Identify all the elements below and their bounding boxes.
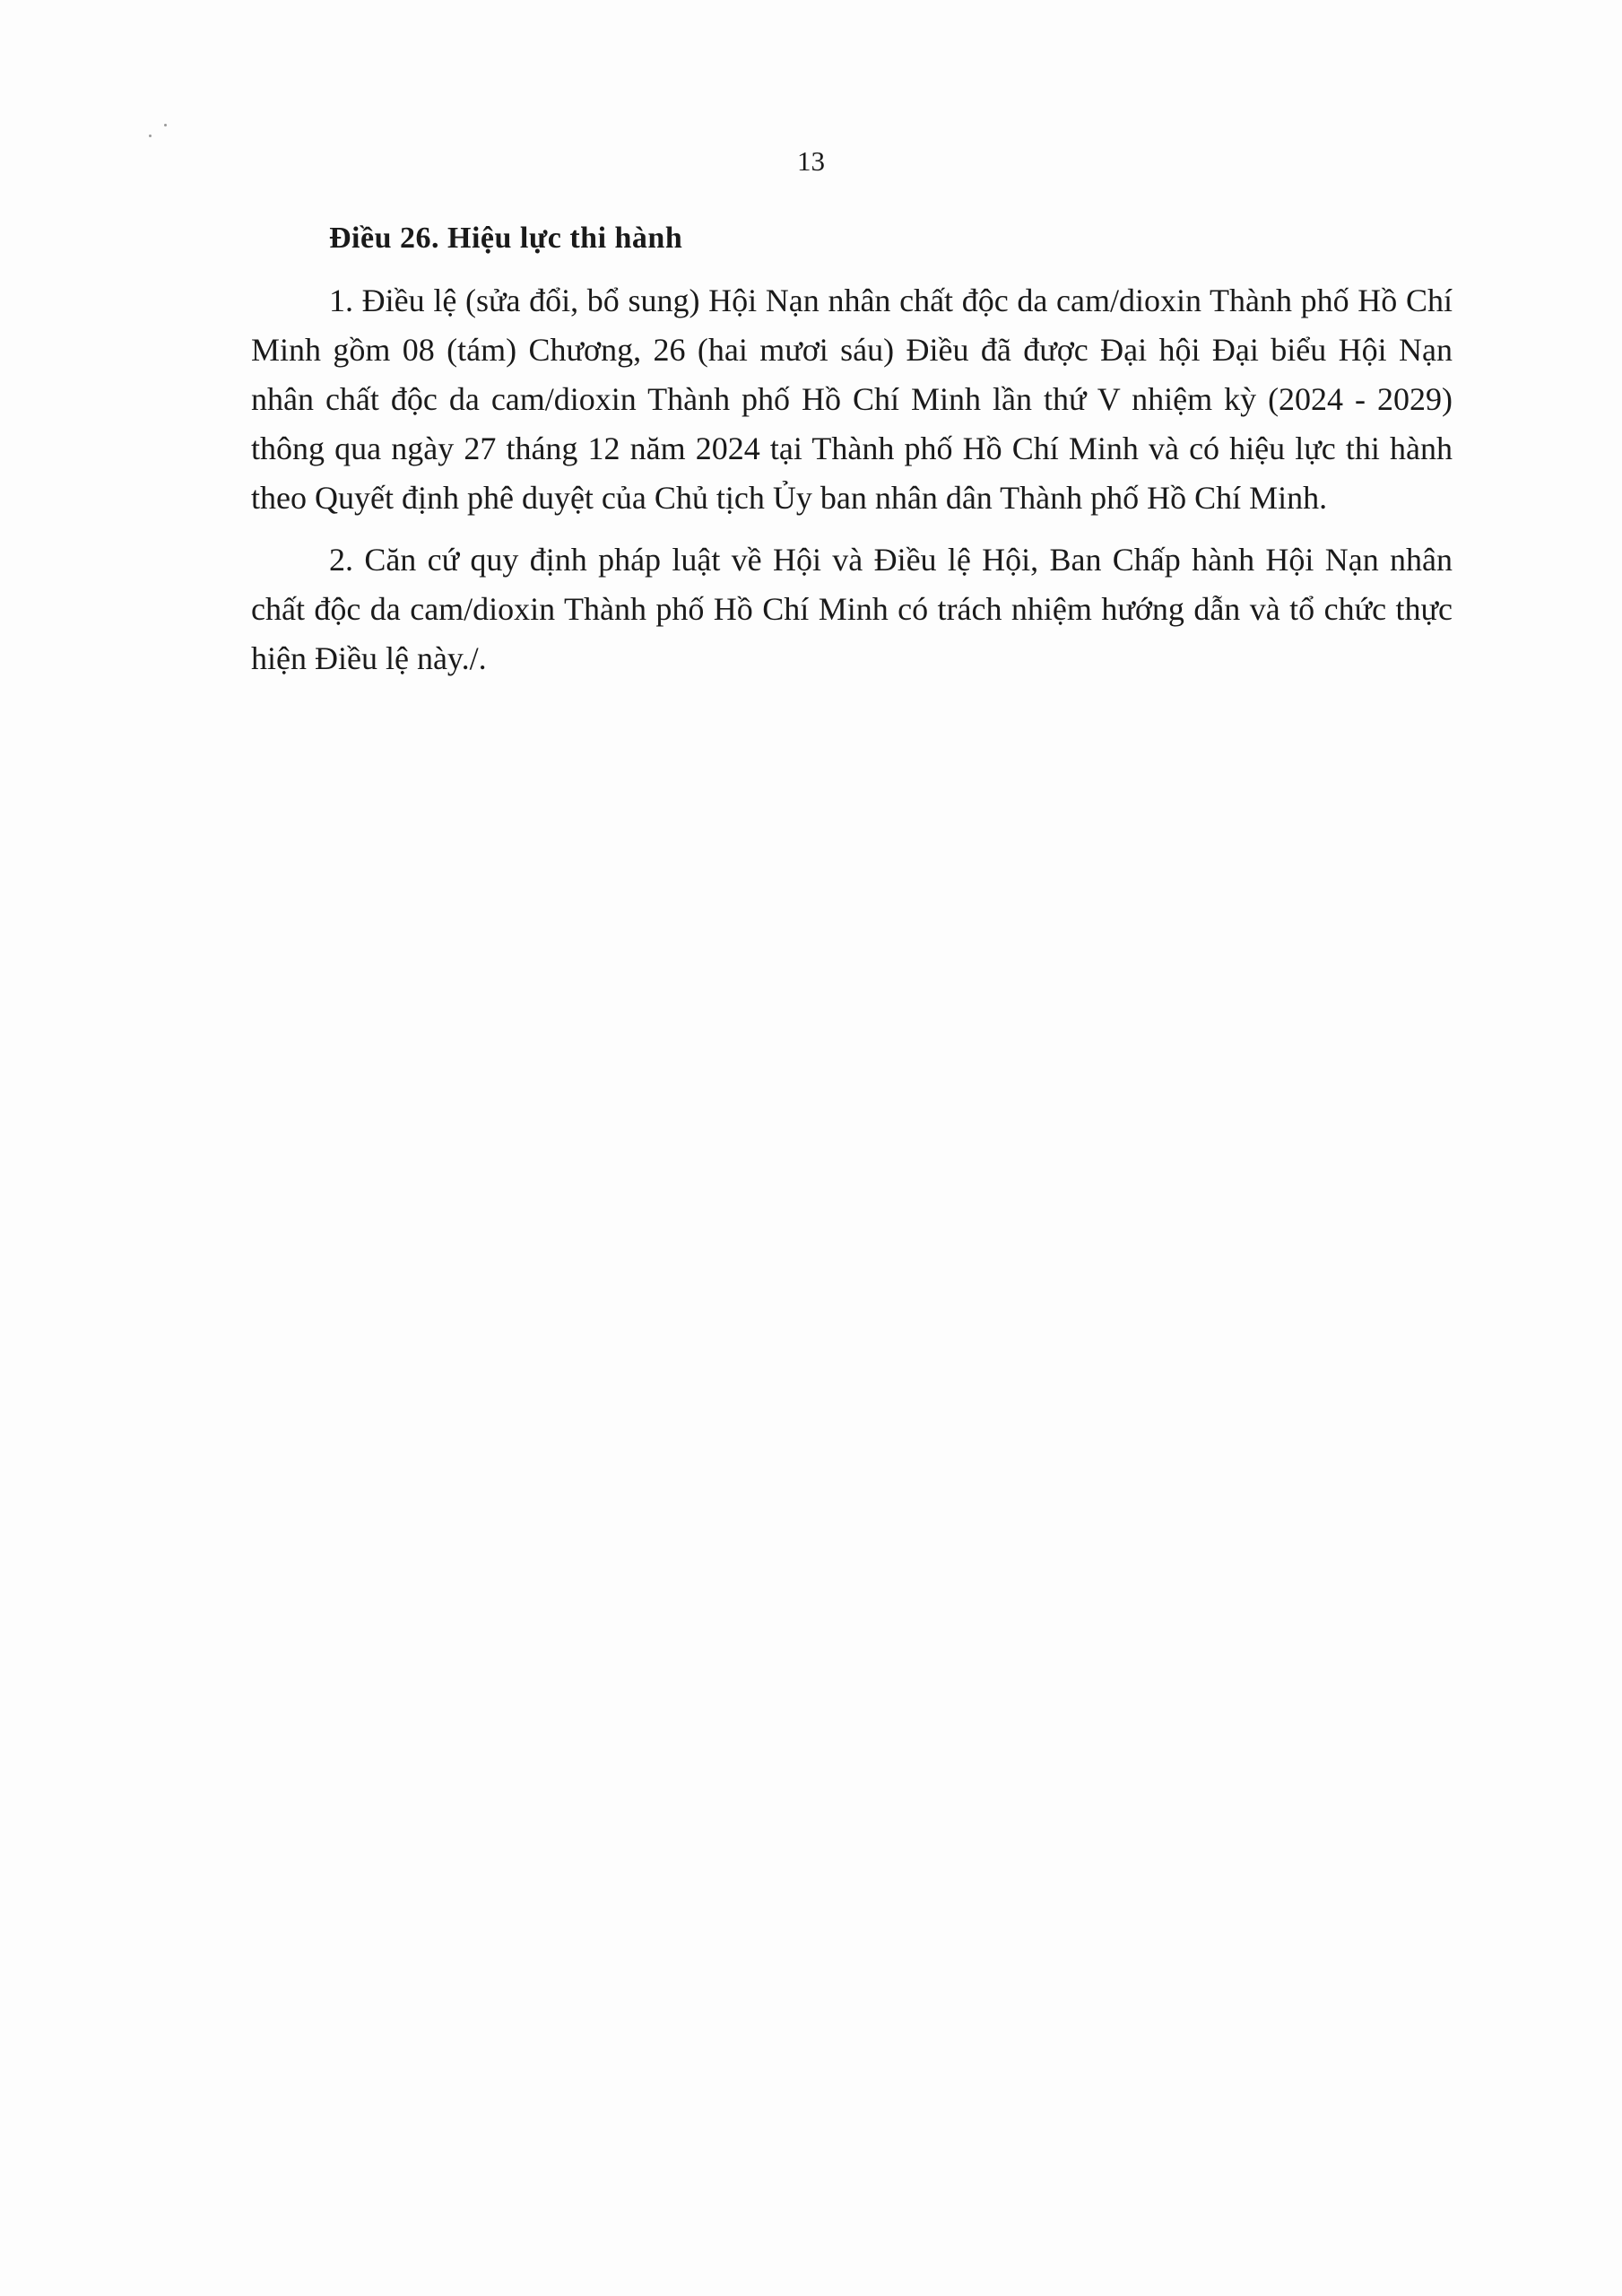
article-title: Điều 26. Hiệu lực thi hành [329,222,683,255]
clause-2: 2. Căn cứ quy định pháp luật về Hội và Điều lệ Hội, Ban Chấp hành Hội Nạn nhân chất độc da cam/dioxin Thành phố Hồ Chí Minh có trách nhiệm hướng dẫn và tổ chức thực hiện Điều lệ này./. [251,542,1453,676]
page-number: 13 [797,145,825,177]
article-body [251,213,1453,696]
scan-speck [164,124,167,126]
clause-1: 1. Điều lệ (sửa đổi, bổ sung) Hội Nạn nhân chất độc da cam/dioxin Thành phố Hồ Chí Minh gồm 08 (tám) Chương, 26 (hai mươi sáu) Điều đã được Đại hội Đại biểu Hội Nạn nhân chất độc da cam/dioxin Thành phố Hồ Chí Minh lần thứ V nhiệm kỳ (2024 - 2029) thông qua ngày 27 tháng 12 năm 2024 tại Thành phố Hồ Chí Minh và có hiệu lực thi hành theo Quyết định phê duyệt của Chủ tịch Ủy ban nhân dân Thành phố Hồ Chí Minh. [251,283,1453,516]
scan-speck [149,135,152,137]
